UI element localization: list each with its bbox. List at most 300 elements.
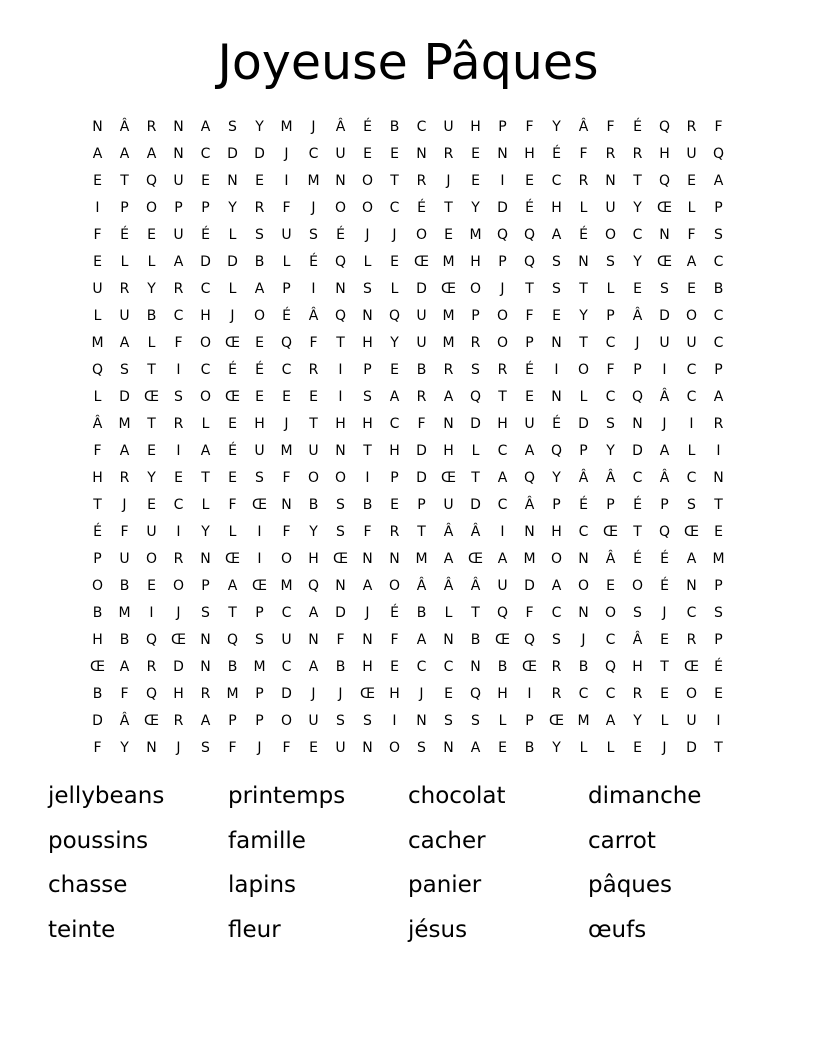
grid-letter[interactable]: S: [174, 388, 183, 405]
grid-letter[interactable]: N: [443, 415, 454, 432]
grid-letter[interactable]: N: [362, 307, 373, 324]
grid-letter[interactable]: P: [660, 496, 669, 513]
grid-letter[interactable]: H: [443, 442, 454, 459]
grid-letter[interactable]: C: [713, 334, 724, 351]
grid-letter[interactable]: Q: [658, 172, 671, 189]
grid-letter[interactable]: Y: [120, 739, 129, 756]
grid-letter[interactable]: E: [714, 523, 723, 540]
grid-letter[interactable]: J: [176, 604, 181, 621]
grid-letter[interactable]: I: [392, 712, 397, 729]
grid-letter[interactable]: H: [524, 145, 535, 162]
grid-letter[interactable]: E: [444, 226, 453, 243]
grid-letter[interactable]: J: [311, 199, 316, 216]
grid-letter[interactable]: D: [416, 442, 427, 459]
grid-letter[interactable]: D: [227, 145, 238, 162]
grid-letter[interactable]: É: [201, 226, 210, 243]
grid-letter[interactable]: Œ: [90, 658, 105, 675]
grid-letter[interactable]: Œ: [684, 523, 699, 540]
grid-letter[interactable]: C: [497, 442, 508, 459]
grid-letter[interactable]: P: [714, 631, 723, 648]
grid-letter[interactable]: É: [336, 226, 345, 243]
grid-letter[interactable]: O: [361, 199, 374, 216]
grid-letter[interactable]: L: [660, 712, 669, 729]
grid-letter[interactable]: U: [335, 145, 346, 162]
grid-letter[interactable]: S: [606, 253, 615, 270]
grid-letter[interactable]: D: [416, 280, 427, 297]
grid-letter[interactable]: L: [390, 280, 399, 297]
grid-letter[interactable]: É: [363, 118, 372, 135]
grid-letter[interactable]: D: [173, 658, 184, 675]
grid-letter[interactable]: F: [174, 334, 183, 351]
grid-letter[interactable]: I: [365, 469, 370, 486]
grid-letter[interactable]: A: [308, 604, 319, 621]
grid-letter[interactable]: L: [579, 199, 588, 216]
grid-letter[interactable]: A: [713, 388, 724, 405]
grid-letter[interactable]: C: [416, 658, 427, 675]
grid-letter[interactable]: N: [443, 739, 454, 756]
grid-letter[interactable]: Œ: [225, 388, 240, 405]
grid-letter[interactable]: L: [444, 604, 453, 621]
grid-letter[interactable]: H: [632, 658, 643, 675]
grid-letter[interactable]: E: [255, 334, 264, 351]
grid-letter[interactable]: N: [605, 172, 616, 189]
grid-letter[interactable]: C: [200, 145, 211, 162]
grid-letter[interactable]: E: [390, 145, 399, 162]
grid-letter[interactable]: C: [200, 361, 211, 378]
grid-letter[interactable]: D: [497, 199, 508, 216]
grid-letter[interactable]: B: [524, 739, 535, 756]
grid-letter[interactable]: L: [363, 253, 372, 270]
grid-letter[interactable]: R: [146, 658, 157, 675]
grid-letter[interactable]: Â: [632, 307, 643, 324]
grid-letter[interactable]: T: [714, 739, 723, 756]
grid-letter[interactable]: O: [496, 307, 509, 324]
grid-letter[interactable]: H: [254, 415, 265, 432]
grid-letter[interactable]: U: [308, 712, 319, 729]
grid-letter[interactable]: O: [415, 226, 428, 243]
grid-letter[interactable]: S: [552, 253, 561, 270]
grid-letter[interactable]: D: [470, 415, 481, 432]
grid-letter[interactable]: Â: [119, 118, 130, 135]
grid-letter[interactable]: O: [604, 604, 617, 621]
grid-letter[interactable]: T: [471, 469, 480, 486]
grid-letter[interactable]: H: [551, 199, 562, 216]
grid-letter[interactable]: A: [254, 280, 265, 297]
grid-letter[interactable]: C: [551, 604, 562, 621]
grid-letter[interactable]: D: [92, 712, 103, 729]
grid-letter[interactable]: B: [92, 604, 103, 621]
grid-letter[interactable]: T: [714, 496, 723, 513]
grid-letter[interactable]: H: [308, 550, 319, 567]
grid-letter[interactable]: E: [471, 145, 480, 162]
grid-letter[interactable]: N: [173, 145, 184, 162]
grid-letter[interactable]: U: [524, 415, 535, 432]
grid-letter[interactable]: F: [525, 307, 534, 324]
grid-letter[interactable]: O: [577, 577, 590, 594]
grid-letter[interactable]: S: [471, 361, 480, 378]
grid-letter[interactable]: N: [173, 118, 184, 135]
grid-letter[interactable]: C: [308, 145, 319, 162]
grid-letter[interactable]: P: [255, 712, 264, 729]
grid-letter[interactable]: D: [470, 496, 481, 513]
grid-letter[interactable]: M: [712, 550, 725, 567]
grid-letter[interactable]: M: [442, 253, 455, 270]
grid-letter[interactable]: Œ: [225, 550, 240, 567]
grid-letter[interactable]: F: [93, 442, 102, 459]
grid-letter[interactable]: J: [176, 739, 181, 756]
grid-letter[interactable]: E: [633, 739, 642, 756]
grid-letter[interactable]: L: [282, 253, 291, 270]
grid-letter[interactable]: S: [417, 739, 426, 756]
grid-letter[interactable]: F: [417, 415, 426, 432]
grid-letter[interactable]: B: [119, 631, 130, 648]
grid-letter[interactable]: Â: [524, 496, 535, 513]
grid-letter[interactable]: B: [254, 253, 265, 270]
grid-letter[interactable]: S: [552, 631, 561, 648]
grid-letter[interactable]: E: [390, 361, 399, 378]
grid-letter[interactable]: Œ: [144, 388, 159, 405]
grid-letter[interactable]: O: [307, 469, 320, 486]
grid-letter[interactable]: H: [389, 442, 400, 459]
grid-letter[interactable]: S: [336, 712, 345, 729]
grid-letter[interactable]: S: [255, 226, 264, 243]
grid-letter[interactable]: Q: [145, 172, 158, 189]
grid-letter[interactable]: C: [578, 523, 589, 540]
grid-letter[interactable]: C: [551, 172, 562, 189]
grid-letter[interactable]: F: [282, 199, 291, 216]
grid-letter[interactable]: T: [201, 469, 210, 486]
grid-letter[interactable]: J: [662, 415, 667, 432]
grid-letter[interactable]: Œ: [522, 658, 537, 675]
grid-letter[interactable]: Œ: [414, 253, 429, 270]
grid-letter[interactable]: T: [228, 604, 237, 621]
grid-letter[interactable]: Q: [631, 388, 644, 405]
grid-letter[interactable]: O: [469, 280, 482, 297]
grid-letter[interactable]: D: [119, 388, 130, 405]
grid-letter[interactable]: R: [200, 685, 211, 702]
grid-letter[interactable]: A: [146, 145, 157, 162]
grid-letter[interactable]: T: [93, 496, 102, 513]
grid-letter[interactable]: Q: [469, 685, 482, 702]
grid-letter[interactable]: C: [686, 469, 697, 486]
grid-letter[interactable]: E: [147, 496, 156, 513]
grid-letter[interactable]: F: [525, 118, 534, 135]
grid-letter[interactable]: N: [362, 631, 373, 648]
grid-letter[interactable]: É: [390, 604, 399, 621]
grid-letter[interactable]: I: [716, 712, 721, 729]
grid-letter[interactable]: A: [119, 334, 130, 351]
grid-letter[interactable]: S: [714, 604, 723, 621]
grid-letter[interactable]: E: [525, 388, 534, 405]
grid-letter[interactable]: Â: [470, 577, 481, 594]
grid-letter[interactable]: P: [174, 199, 183, 216]
grid-letter[interactable]: S: [633, 604, 642, 621]
grid-letter[interactable]: É: [282, 307, 291, 324]
grid-letter[interactable]: T: [417, 523, 426, 540]
grid-letter[interactable]: U: [659, 334, 670, 351]
grid-letter[interactable]: É: [417, 199, 426, 216]
grid-letter[interactable]: B: [335, 658, 346, 675]
grid-letter[interactable]: R: [578, 172, 589, 189]
grid-letter[interactable]: I: [284, 172, 289, 189]
grid-letter[interactable]: C: [281, 361, 292, 378]
grid-letter[interactable]: P: [606, 496, 615, 513]
grid-letter[interactable]: J: [581, 631, 586, 648]
grid-letter[interactable]: E: [633, 280, 642, 297]
grid-letter[interactable]: S: [336, 523, 345, 540]
grid-letter[interactable]: C: [389, 415, 400, 432]
grid-letter[interactable]: A: [227, 577, 238, 594]
grid-letter[interactable]: R: [632, 685, 643, 702]
grid-letter[interactable]: C: [281, 604, 292, 621]
grid-letter[interactable]: F: [525, 604, 534, 621]
grid-letter[interactable]: J: [365, 604, 370, 621]
grid-letter[interactable]: Œ: [495, 631, 510, 648]
grid-letter[interactable]: Œ: [360, 685, 375, 702]
grid-letter[interactable]: U: [443, 118, 454, 135]
grid-letter[interactable]: O: [91, 577, 104, 594]
grid-letter[interactable]: N: [632, 415, 643, 432]
grid-letter[interactable]: M: [577, 712, 590, 729]
grid-letter[interactable]: T: [579, 334, 588, 351]
grid-letter[interactable]: H: [389, 685, 400, 702]
grid-letter[interactable]: Œ: [468, 550, 483, 567]
letter-grid[interactable]: [84, 113, 732, 761]
grid-letter[interactable]: P: [417, 496, 426, 513]
grid-letter[interactable]: M: [118, 415, 131, 432]
grid-letter[interactable]: É: [579, 496, 588, 513]
grid-letter[interactable]: R: [443, 145, 454, 162]
grid-letter[interactable]: U: [92, 280, 103, 297]
grid-letter[interactable]: Â: [119, 712, 130, 729]
grid-letter[interactable]: B: [389, 118, 400, 135]
grid-letter[interactable]: S: [255, 469, 264, 486]
grid-letter[interactable]: F: [228, 739, 237, 756]
grid-letter[interactable]: H: [497, 685, 508, 702]
grid-letter[interactable]: O: [604, 226, 617, 243]
grid-letter[interactable]: F: [579, 145, 588, 162]
grid-letter[interactable]: P: [201, 577, 210, 594]
grid-letter[interactable]: M: [253, 658, 266, 675]
grid-letter[interactable]: A: [686, 550, 697, 567]
grid-letter[interactable]: I: [689, 415, 694, 432]
grid-letter[interactable]: É: [525, 199, 534, 216]
grid-letter[interactable]: D: [578, 415, 589, 432]
grid-letter[interactable]: I: [338, 388, 343, 405]
grid-letter[interactable]: E: [93, 253, 102, 270]
grid-letter[interactable]: C: [605, 334, 616, 351]
grid-letter[interactable]: M: [118, 604, 131, 621]
grid-letter[interactable]: O: [199, 388, 212, 405]
grid-letter[interactable]: P: [498, 118, 507, 135]
grid-letter[interactable]: Y: [390, 334, 399, 351]
grid-letter[interactable]: Œ: [333, 550, 348, 567]
grid-letter[interactable]: Q: [388, 307, 401, 324]
grid-letter[interactable]: S: [363, 388, 372, 405]
grid-letter[interactable]: É: [660, 550, 669, 567]
grid-letter[interactable]: N: [443, 631, 454, 648]
grid-letter[interactable]: N: [551, 388, 562, 405]
grid-letter[interactable]: P: [525, 334, 534, 351]
grid-letter[interactable]: Q: [496, 604, 509, 621]
grid-letter[interactable]: A: [470, 739, 481, 756]
grid-letter[interactable]: S: [120, 361, 129, 378]
grid-letter[interactable]: S: [552, 280, 561, 297]
grid-letter[interactable]: A: [497, 550, 508, 567]
grid-letter[interactable]: T: [498, 388, 507, 405]
grid-letter[interactable]: F: [390, 631, 399, 648]
grid-letter[interactable]: E: [390, 658, 399, 675]
grid-letter[interactable]: D: [416, 469, 427, 486]
grid-letter[interactable]: U: [605, 199, 616, 216]
grid-letter[interactable]: O: [199, 334, 212, 351]
grid-letter[interactable]: S: [255, 631, 264, 648]
grid-letter[interactable]: N: [308, 631, 319, 648]
grid-letter[interactable]: Â: [92, 415, 103, 432]
grid-letter[interactable]: Q: [334, 307, 347, 324]
grid-letter[interactable]: Q: [523, 469, 536, 486]
grid-letter[interactable]: Q: [658, 118, 671, 135]
grid-letter[interactable]: J: [662, 604, 667, 621]
grid-letter[interactable]: U: [173, 172, 184, 189]
grid-letter[interactable]: R: [551, 658, 562, 675]
grid-letter[interactable]: Y: [471, 199, 480, 216]
grid-letter[interactable]: Q: [334, 253, 347, 270]
grid-letter[interactable]: R: [119, 280, 130, 297]
grid-letter[interactable]: S: [228, 118, 237, 135]
grid-letter[interactable]: Y: [633, 199, 642, 216]
grid-letter[interactable]: P: [363, 361, 372, 378]
grid-letter[interactable]: L: [471, 442, 480, 459]
grid-letter[interactable]: D: [227, 253, 238, 270]
grid-letter[interactable]: M: [523, 550, 536, 567]
grid-letter[interactable]: S: [336, 496, 345, 513]
grid-letter[interactable]: R: [686, 118, 697, 135]
grid-letter[interactable]: N: [578, 604, 589, 621]
grid-letter[interactable]: Y: [552, 469, 561, 486]
grid-letter[interactable]: L: [93, 388, 102, 405]
grid-letter[interactable]: M: [442, 334, 455, 351]
grid-letter[interactable]: L: [579, 388, 588, 405]
grid-letter[interactable]: I: [149, 604, 154, 621]
grid-letter[interactable]: H: [362, 334, 373, 351]
grid-letter[interactable]: R: [416, 388, 427, 405]
grid-letter[interactable]: E: [498, 739, 507, 756]
grid-letter[interactable]: T: [147, 361, 156, 378]
grid-letter[interactable]: Â: [443, 523, 454, 540]
grid-letter[interactable]: T: [120, 172, 129, 189]
grid-letter[interactable]: F: [120, 685, 129, 702]
grid-letter[interactable]: N: [281, 496, 292, 513]
grid-letter[interactable]: O: [685, 685, 698, 702]
grid-letter[interactable]: N: [416, 145, 427, 162]
grid-letter[interactable]: L: [687, 199, 696, 216]
grid-letter[interactable]: Y: [147, 469, 156, 486]
grid-letter[interactable]: E: [363, 145, 372, 162]
grid-letter[interactable]: A: [497, 469, 508, 486]
grid-letter[interactable]: R: [632, 145, 643, 162]
grid-letter[interactable]: P: [714, 577, 723, 594]
grid-letter[interactable]: D: [335, 604, 346, 621]
grid-letter[interactable]: I: [176, 442, 181, 459]
grid-letter[interactable]: É: [228, 361, 237, 378]
grid-letter[interactable]: Q: [145, 685, 158, 702]
grid-letter[interactable]: Œ: [657, 253, 672, 270]
grid-letter[interactable]: N: [200, 631, 211, 648]
grid-letter[interactable]: Q: [712, 145, 725, 162]
grid-letter[interactable]: C: [281, 658, 292, 675]
grid-letter[interactable]: É: [633, 550, 642, 567]
grid-letter[interactable]: S: [201, 604, 210, 621]
grid-letter[interactable]: T: [579, 280, 588, 297]
grid-letter[interactable]: A: [119, 442, 130, 459]
grid-letter[interactable]: Œ: [441, 280, 456, 297]
grid-letter[interactable]: S: [363, 280, 372, 297]
grid-letter[interactable]: Y: [633, 712, 642, 729]
grid-letter[interactable]: N: [335, 172, 346, 189]
grid-letter[interactable]: R: [389, 523, 400, 540]
grid-letter[interactable]: N: [335, 442, 346, 459]
grid-letter[interactable]: Q: [550, 442, 563, 459]
grid-letter[interactable]: A: [119, 658, 130, 675]
grid-letter[interactable]: E: [444, 685, 453, 702]
grid-letter[interactable]: J: [635, 334, 640, 351]
grid-letter[interactable]: P: [714, 361, 723, 378]
grid-letter[interactable]: U: [416, 334, 427, 351]
grid-letter[interactable]: O: [577, 361, 590, 378]
grid-letter[interactable]: N: [362, 739, 373, 756]
grid-letter[interactable]: Y: [201, 523, 210, 540]
grid-letter[interactable]: F: [282, 739, 291, 756]
grid-letter[interactable]: L: [93, 307, 102, 324]
grid-letter[interactable]: C: [173, 496, 184, 513]
grid-letter[interactable]: J: [311, 118, 316, 135]
grid-letter[interactable]: S: [309, 226, 318, 243]
grid-letter[interactable]: P: [255, 604, 264, 621]
grid-letter[interactable]: T: [336, 334, 345, 351]
grid-letter[interactable]: Y: [606, 442, 615, 459]
grid-letter[interactable]: Y: [228, 199, 237, 216]
grid-letter[interactable]: A: [92, 145, 103, 162]
grid-letter[interactable]: O: [550, 550, 563, 567]
grid-letter[interactable]: M: [442, 307, 455, 324]
grid-letter[interactable]: P: [201, 199, 210, 216]
grid-letter[interactable]: O: [334, 469, 347, 486]
grid-letter[interactable]: M: [280, 442, 293, 459]
grid-letter[interactable]: B: [119, 577, 130, 594]
grid-letter[interactable]: L: [228, 523, 237, 540]
grid-letter[interactable]: A: [524, 442, 535, 459]
grid-letter[interactable]: R: [443, 361, 454, 378]
grid-letter[interactable]: L: [606, 280, 615, 297]
grid-letter[interactable]: H: [470, 253, 481, 270]
grid-letter[interactable]: I: [500, 172, 505, 189]
grid-letter[interactable]: A: [551, 226, 562, 243]
grid-letter[interactable]: M: [280, 118, 293, 135]
grid-letter[interactable]: F: [363, 523, 372, 540]
grid-letter[interactable]: N: [659, 226, 670, 243]
grid-letter[interactable]: B: [416, 604, 427, 621]
grid-letter[interactable]: S: [687, 496, 696, 513]
grid-letter[interactable]: I: [311, 280, 316, 297]
grid-letter[interactable]: H: [551, 523, 562, 540]
grid-letter[interactable]: L: [687, 442, 696, 459]
grid-letter[interactable]: A: [443, 550, 454, 567]
grid-letter[interactable]: P: [525, 712, 534, 729]
grid-letter[interactable]: H: [92, 469, 103, 486]
grid-letter[interactable]: N: [92, 118, 103, 135]
grid-letter[interactable]: Q: [496, 226, 509, 243]
